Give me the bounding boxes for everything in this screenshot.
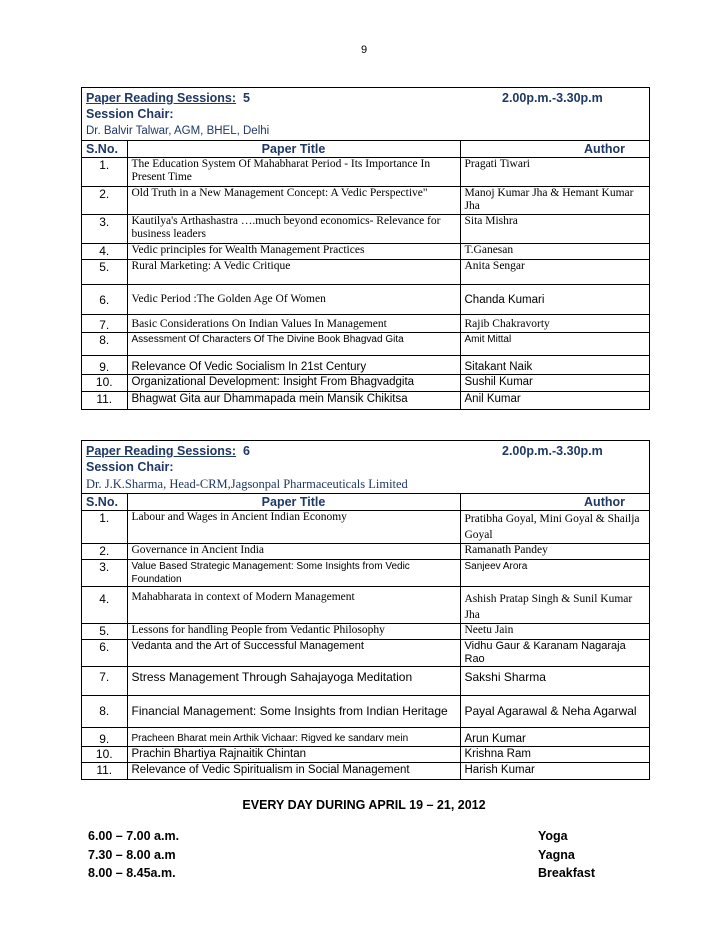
session-time: 2.00p.m.-3.30p.m — [502, 91, 603, 105]
row-title: Pracheen Bharat mein Arthik Vichaar: Rigved ke sandarv mein — [127, 728, 460, 747]
row-author: Ashish Pratap Singh & Sunil Kumar Jha — [460, 587, 649, 624]
table-row — [82, 696, 649, 728]
table-row — [82, 356, 649, 375]
table-row — [82, 215, 649, 244]
table-row — [82, 560, 649, 587]
row-sno: 9. — [82, 728, 127, 747]
col-header-title: Paper Title — [127, 141, 460, 158]
row-author: Sita Mishra — [460, 215, 649, 244]
row-sno: 6. — [82, 640, 127, 667]
table-row — [82, 544, 649, 560]
papers-table — [82, 141, 649, 409]
schedule-activity: Yoga — [538, 829, 568, 843]
row-sno: 3. — [82, 560, 127, 587]
schedule-row — [88, 866, 608, 884]
row-title: Bhagwat Gita aur Dhammapada mein Mansik Chikitsa — [127, 392, 460, 409]
papers-table — [82, 494, 649, 779]
schedule-row — [88, 848, 608, 866]
row-sno: 10. — [82, 747, 127, 763]
row-sno: 2. — [82, 187, 127, 215]
row-sno: 8. — [82, 333, 127, 356]
session-chair-label: Session Chair: — [86, 107, 174, 121]
table-row — [82, 187, 649, 215]
session-number: 5 — [243, 91, 250, 105]
session-number: 6 — [243, 444, 250, 458]
row-author: Amit Mittal — [460, 333, 649, 356]
row-author: T.Ganesan — [460, 244, 649, 260]
row-sno: 10. — [82, 375, 127, 392]
row-author: Pratibha Goyal, Mini Goyal & Shailja Goyal — [460, 511, 649, 544]
row-title: Old Truth in a New Management Concept: A Vedic Perspective" — [127, 187, 460, 215]
row-sno: 1. — [82, 158, 127, 187]
row-author: Sitakant Naik — [460, 356, 649, 375]
table-row — [82, 728, 649, 747]
row-sno: 6. — [82, 285, 127, 315]
schedule-time: 6.00 – 7.00 a.m. — [88, 829, 180, 843]
row-sno: 8. — [82, 696, 127, 728]
row-title: Vedanta and the Art of Successful Management — [127, 640, 460, 667]
row-author: Chanda Kumari — [460, 285, 649, 315]
row-title: Stress Management Through Sahajayoga Meditation — [127, 667, 460, 696]
row-title: Organizational Development: Insight From Bhagvadgita — [127, 375, 460, 392]
row-title: Labour and Wages in Ancient Indian Economy — [127, 511, 460, 544]
row-sno: 9. — [82, 356, 127, 375]
col-header-sno: S.No. — [82, 141, 127, 158]
row-author: Payal Agarawal & Neha Agarwal — [460, 696, 649, 728]
table-row — [82, 392, 649, 409]
row-sno: 3. — [82, 215, 127, 244]
table-row — [82, 640, 649, 667]
row-sno: 11. — [82, 763, 127, 779]
table-row — [82, 375, 649, 392]
row-author: Anil Kumar — [464, 393, 521, 405]
row-author: Harish Kumar — [464, 764, 535, 776]
row-author: Rajib Chakravorty — [460, 315, 649, 333]
row-author: Arun Kumar — [460, 728, 649, 747]
session-6-block — [81, 440, 650, 780]
row-author: Vidhu Gaur & Karanam Nagaraja Rao — [460, 640, 649, 667]
table-row — [82, 624, 649, 640]
session-title: Paper Reading Sessions: 6 — [86, 444, 250, 458]
row-title: Relevance of Vedic Spiritualism in Social Management — [127, 763, 460, 779]
row-title: Prachin Bhartiya Rajnaitik Chintan — [127, 747, 460, 763]
row-sno: 7. — [82, 315, 127, 333]
row-title: Basic Considerations On Indian Values In Management — [127, 315, 460, 333]
row-sno: 11. — [82, 392, 127, 409]
row-title: Governance in Ancient India — [127, 544, 460, 560]
row-sno: 2. — [82, 544, 127, 560]
col-header-title: Paper Title — [127, 494, 460, 511]
row-title: Kautilya's Arthashastra ….much beyond economics- Relevance for business leaders — [127, 215, 460, 244]
schedule-activity: Breakfast — [538, 866, 595, 880]
table-row — [82, 511, 649, 544]
row-title: Assessment Of Characters Of The Divine Book Bhagvad Gita — [127, 333, 460, 356]
session-chair-name: Dr. J.K.Sharma, Head-CRM,Jagsonpal Pharmaceuticals Limited — [82, 476, 649, 494]
table-row — [82, 587, 649, 624]
row-title: Vedic principles for Wealth Management Practices — [127, 244, 460, 260]
session-title: Paper Reading Sessions: 5 — [86, 91, 250, 105]
table-row — [82, 763, 649, 779]
row-title: Lessons for handling People from Vedantic Philosophy — [127, 624, 460, 640]
table-header-row — [82, 141, 649, 158]
table-row — [82, 158, 649, 187]
row-title: The Education System Of Mahabharat Period - Its Importance In Present Time — [127, 158, 460, 187]
row-author: Krishna Ram — [460, 747, 649, 763]
row-author: Neetu Jain — [460, 624, 649, 640]
schedule-time: 7.30 – 8.00 a.m — [88, 848, 176, 862]
row-sno: 1. — [82, 511, 127, 544]
table-row — [82, 333, 649, 356]
session-chair-name: Dr. Balvir Talwar, AGM, BHEL, Delhi — [82, 123, 649, 141]
schedule-row — [88, 829, 608, 847]
row-sno: 5. — [82, 624, 127, 640]
session-chair-label: Session Chair: — [86, 460, 174, 474]
col-header-sno: S.No. — [82, 494, 127, 511]
every-day-heading: EVERY DAY DURING APRIL 19 – 21, 2012 — [242, 798, 486, 812]
row-author: Sanjeev Arora — [460, 560, 649, 587]
row-sno: 4. — [82, 244, 127, 260]
row-title: Mahabharata in context of Modern Management — [127, 587, 460, 624]
table-header-row — [82, 494, 649, 511]
row-title: Financial Management: Some Insights from Indian Heritage — [127, 696, 460, 728]
row-sno: 5. — [82, 260, 127, 285]
row-sno: 7. — [82, 667, 127, 696]
table-row — [82, 667, 649, 696]
row-author: Sushil Kumar — [460, 375, 649, 392]
table-row — [82, 260, 649, 285]
row-author: Manoj Kumar Jha & Hemant Kumar Jha — [460, 187, 649, 215]
page-number: 9 — [360, 44, 368, 56]
col-header-author: Author — [460, 494, 649, 511]
table-row — [82, 285, 649, 315]
row-author: Ramanath Pandey — [460, 544, 649, 560]
table-row — [82, 244, 649, 260]
session-time: 2.00p.m.-3.30p.m — [502, 444, 603, 458]
schedule-time: 8.00 – 8.45a.m. — [88, 866, 176, 880]
row-title: Value Based Strategic Management: Some Insights from Vedic Foundation — [127, 560, 460, 587]
row-title: Vedic Period :The Golden Age Of Women — [127, 285, 460, 315]
table-row — [82, 747, 649, 763]
row-title: Rural Marketing: A Vedic Critique — [127, 260, 460, 285]
row-sno: 4. — [82, 587, 127, 624]
row-author: Pragati Tiwari — [460, 158, 649, 187]
session-header — [82, 441, 649, 459]
row-author: Anita Sengar — [460, 260, 649, 285]
row-title: Relevance Of Vedic Socialism In 21st Century — [127, 356, 460, 375]
row-author: Sakshi Sharma — [460, 667, 649, 696]
session-5-block — [81, 87, 650, 410]
col-header-author: Author — [460, 141, 649, 158]
schedule-activity: Yagna — [538, 848, 575, 862]
table-row — [82, 315, 649, 333]
session-header — [82, 88, 649, 106]
